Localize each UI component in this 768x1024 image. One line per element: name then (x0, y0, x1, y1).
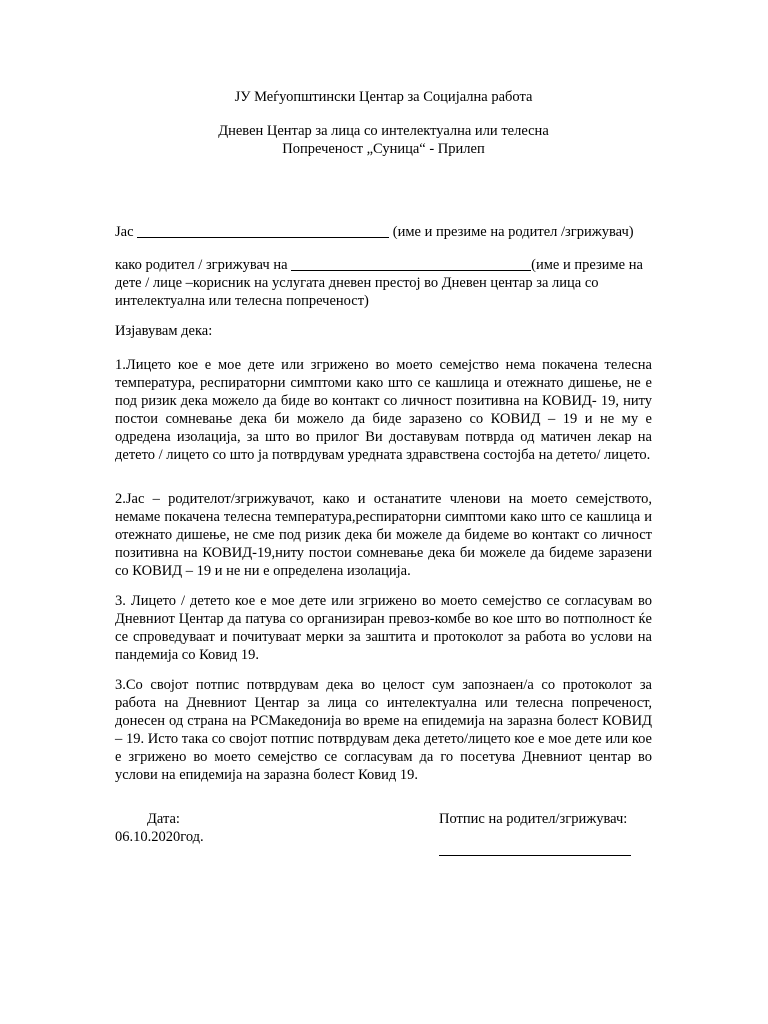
signature-line (439, 855, 631, 856)
paragraph-3: 3. Лицето / детето кое е мое дете или згрижено во моето семејство се согласувам во Дневниот Центар да патува со организиран превоз-комбе во кое што во потполност ќе се спроведуваат и почитуваат мерки за заштита и протоколот за работа во услови на пандемија со Ковид 19. (115, 593, 652, 663)
date-value: 06.10.2020год. (115, 829, 204, 845)
center-title-line2: Попреченост „Суница“ - Прилеп (282, 141, 485, 157)
signature-label: Потпис на родител/згрижувач: (439, 811, 628, 827)
parent-name-line (115, 223, 652, 241)
paragraph-2: 2.Јас – родителот/згрижувачот, како и останатите членови на моето семејството, немаме покачена телесна температура,респираторни симптоми како што се кашлица и отежнато дишење, не сме под ризик дека би можеле да бидеме во контакт со личност позитивна на КОВИД-19,ниту постои сомневање дека би можеле да бидеме заразени со КОВИД – 19 и не ни е определена изолација. (115, 491, 652, 579)
jas-prefix: Јас (115, 224, 134, 240)
institution-title: ЈУ Меѓуопштински Центар за Социјална работа (234, 89, 533, 105)
parent-name-blank (137, 223, 389, 238)
parent-name-hint: (име и презиме на родител /згрижувач) (392, 224, 634, 240)
paragraph-4: 3.Со својот потпис потврдувам дека во целост сум запознаен/а со протоколот за работа на Дневниот Центар за лица со интелектуална или телесна попреченост, донесен од страна на РСМакедонија во време на епидемија на заразна болест КОВИД – 19. Исто така со својот потпис потврдувам дека детето/лицето кое е мое дете или кое е згрижено во моето семејство се согласувам да го посетува Дневниот центар во услови на епидемија на заразна болест Ковид 19. (115, 677, 652, 783)
child-name-hint: (име и презиме на дете / лице –корисник на услугата дневен престој во Дневен центар за лица со интелектуална или телесна попреченост) (115, 257, 643, 309)
center-title-line1: Дневен Центар за лица со интелектуална или телесна (218, 123, 549, 139)
child-name-blank (291, 256, 531, 271)
paragraph-1: 1.Лицето кое е мое дете или згрижено во моето семејство нема покачена телесна температура, респираторни симптоми како што се кашлица и отежнато дишење, не е под ризик дека можело да биде во контакт со личност позитивна на КОВИД- 19, ниту постои сомневање дека би можело да биде заразено со КОВИД – 19 и не му е одредена изолација, за што во прилог Ви доставувам потврда од матичен лекар на детето / лицето со што ја потврдувам уредната здравствена состојба на детето/ лицето. (115, 357, 652, 463)
child-name-line (115, 256, 652, 310)
date-label: Дата: (147, 811, 180, 827)
parent-prefix: како родител / згрижувач на (115, 257, 288, 273)
declare-heading: Изјавувам дека: (115, 323, 213, 339)
